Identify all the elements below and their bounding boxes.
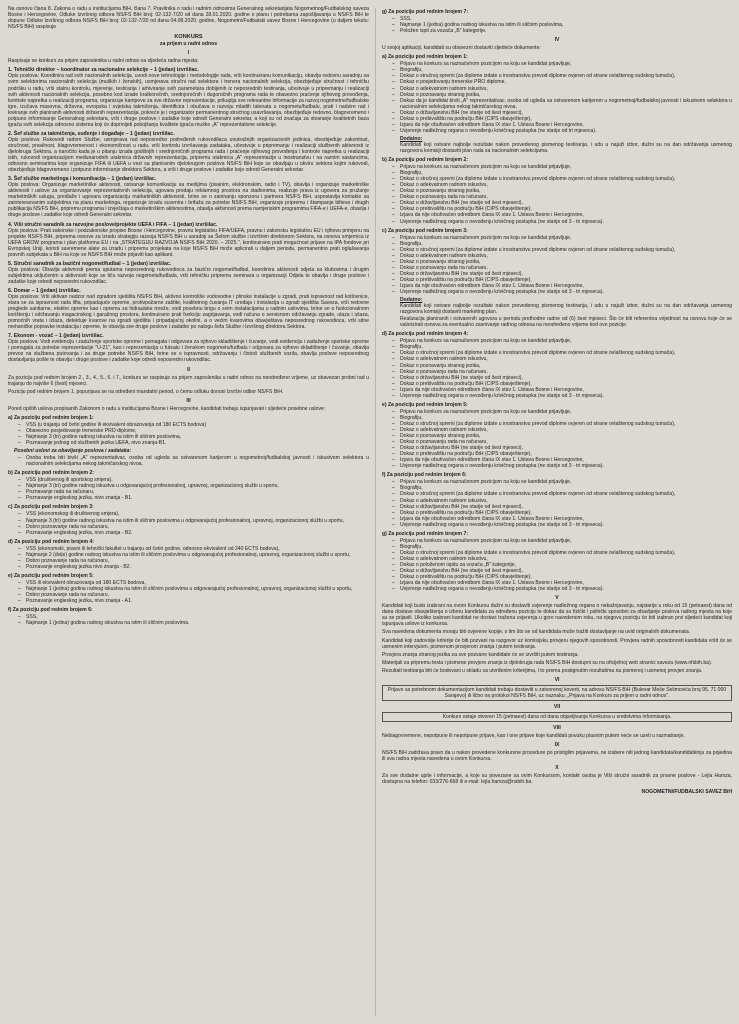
documents-heading: e) Za poziciju pod rednim brojem 5: (382, 401, 468, 408)
document-item: – Dokaz o adekvatnom radnom iskustvu, (392, 253, 732, 259)
section-numeral: VIII (553, 724, 561, 731)
document-item: – Biografiju, (392, 67, 732, 73)
document-item: – Dokaz o državljanstvu BiH (ne starije od šest mjeseci), (392, 504, 732, 510)
document-item: – Dokaz da je kandidat bivši „A" reprezentativac, osoba od ugleda sa ostvarenom karijerom u nogometnoj/fudbalskoj javnosti i iskustvom selektora u nacionalnim selekcijama nekog takmičarskog nivoa, (392, 98, 732, 110)
condition-item: – SSS, (18, 614, 369, 620)
condition-item: – Poznavanje engleskog jezika, nivo znanja - A1. (18, 598, 369, 604)
document-item: – Dokaz o poznavanju rada na računaru, (392, 265, 732, 271)
condition-item: – Najmanje 1 (jedna) godina radnog iskustva na istim ili sličnim poslovima. (18, 620, 369, 626)
documents-list-items (392, 538, 732, 592)
section-numeral: II (187, 366, 190, 373)
documents-list-items (392, 164, 732, 224)
condition-list (18, 580, 369, 604)
document-item: – Uvjerenje nadležnog organa o nevođenju krivičnog postupka (ne starije od 3 - tri mjeseca). (392, 586, 732, 592)
condition-item: – VSS (društvenog ili sportskog smjera), (18, 477, 369, 483)
position-heading: 7. Ekonom - vozač – 1 (jedan) izvršilac. (8, 333, 104, 340)
section-numeral: X (555, 765, 559, 772)
position-description: Opis poslova: Organizuje marketinške aktivnosti, ostvaruje komunikaciju sa medijima (pisanim, elektronskim, radio i TV), obavlja i organizuje marketinške aktivnosti i uslove za organizovanje reprezentativnih selekcija, ugovara prodaju reklamnog prostora na stadionima, realizuje prava iz ugovora za pružanje marketinških usluga, predlaže i ugovara organizaciju marketinških aktivnosti, brine se o zaninanju sponzora i partnera NS/FS BiH, uspostavlja kontakte sa zainteresovanim subjektima na planu marketinga, organizuje izradu suvenira i brifaža za potrebe NS/FS BiH, organizuje pripremu i štampanje bilteva i drugih publikacija NS/FS BiH, pripremu programa i izvještaja o marketinškim aktivnostima, obavlja aktivnosti prema namjenskim programima FIFA-e i UEFA-e, obavlja i druge poslove i zadatke koje odredi Generalni sekretar. (8, 182, 369, 219)
section-five (382, 603, 732, 673)
document-item: – Dokaz o prebivalištu na području BiH (CIPS obavještenje), (392, 574, 732, 580)
documents-heading: g) Za poziciju pod rednim brojem 7: (382, 530, 469, 537)
condition-item: – SSS, (392, 16, 732, 22)
condition-item: – Poznavanje jednog od službenih jezika UEFA, nivo znanja-B1. (18, 440, 369, 446)
document-item: – Dokaz o adekvatnom radnom iskustvu, (392, 182, 732, 188)
section-numeral: VII (553, 703, 561, 710)
condition-item: – VSS ili ekvivalent obrazovanja od 180 ECTS bodova, (18, 580, 369, 586)
additional-note: Kandidati koji ostvare najbolje rezultate nakon provedenog pismenog testiranja, i udu u najuži izbor, dužni su na dan održavanja usmenog razgovora komisiji dostaviti marketing plan. (400, 303, 732, 316)
condition-item: – VSS (ekonomski, pravni ili tehnički fakultet u trajanju od četiri godine, odnosno ekvivalent od 240 ECTS bodova), (18, 546, 369, 552)
left-column (8, 6, 369, 1018)
special-condition-item: – Osoba treba biti bivši „A" reprezentativac, osoba od ugleda sa ostvarenom karijerom u nogometnoj/fudbalskoj javnosti i iskustvom selektora u nacionalnim selekcijama nekog takmičarskog nivoa. (18, 455, 369, 467)
documents-list-items (392, 338, 732, 398)
document-item: – Dokaz o poznavanju stranog jezika, (392, 92, 732, 98)
document-item: – Dokaz o posjedovanju trenerske PRO diplome, (392, 79, 732, 85)
document-item: – Dokaz o poznavanju stranog jezika, (392, 188, 732, 194)
document-item: – Prijavu na konkurs sa naznačenom pozicijom na koju se kandidat prijavljuje, (392, 61, 732, 67)
condition-item: – Najmanje 2 (dvije) godine radnog iskustva na istim ili sličnim poslovima u odgovarajućoj profesionalnoj, upravnoj, organizacionoj službi u sportu, (18, 552, 369, 558)
condition-item: – Najmanje 3 (tri) godine radnog iskustva u odgovarajućoj profesionalnoj, upravnoj, organizacionoj službi u sportu, (18, 483, 369, 489)
document-item: – Uvjerenje nadležnog organa o nevođenju krivičnog postupka (ne starije od 3 - tri mjeseca). (392, 219, 732, 225)
condition-item: – Položen ispit za vozača „B" kategorije. (392, 28, 732, 34)
condition-item: – Poznavanje engleskog jezika nivo znanja - B2. (18, 564, 369, 570)
konkurs-title: KONKURS (174, 34, 203, 41)
document-item: – Dokaz o državljanstvu BiH (ne starije od šest mjeseci), (392, 200, 732, 206)
condition-heading: b) Za poziciju pod rednim brojem 2: (8, 470, 95, 477)
section-paragraph: Neblagovremene, nepotpune ili nepotpune prijave, kao i one prijave koje kandidati povuku plasnim putem neće se uzeti u razmatranje. (382, 733, 685, 740)
condition-list (392, 16, 732, 34)
section-paragraph: Za poziciju pod rednim brojem 2., 3., 4., 5., 6. i 7., konkurs se raspisuje za prijem zaposlenika u radni odnos na neodređeno vrijeme, uz obavezan probni rad u trajanju do najviše 6 (šest) mjeseci. (8, 374, 369, 387)
section-paragraph: Kandidati koji zadovolje kriterije će biti pozvani na razgovor uz komisijsku provjeru njegovih sposobnosti. Provjera radnih sposobnosti kandidata vršit će se usmenim intervjuom, pismenom provjerom znanja i putem testiranja. (382, 637, 732, 650)
condition-heading: a) Za poziciju pod rednim brojem 1: (8, 414, 94, 421)
document-item: – Uvjerenje nadležnog organa o nevođenju krivičnog postupka (ne starije od 3 - tri mjeseca). (392, 289, 732, 295)
condition-list (18, 614, 369, 626)
position-description: Opis poslova: Prati zakonske i podzakonske propise Bosne i Hercegovine, pravnu legislativu FIFA/UEFA, pravnu i zakonsku legislativu EU i njihovu primjenu na projekte NS/FS BiH, priprema osnove za izradu strategiju razvoja NS/FS BiH u saradnji sa Šefom službe i izvršnim direktorom Sektora, na osnovu smjernica iz UEFA GROW programa i plan platforma EU i na „STRATEGIJU RAZVOJA NS/FS BiH 2020. – 2025.", kontinuirano prati mogućnost prijave na IPA fondove pri Evropskoj Uniji, koristi savremene alate za izradu i pripremu projekata na koje NS/FS BiH može aplicirati u daljem periodu, permanentno prati oglašavanja pravnih subjekata u BiH na koje se NS/FS BiH može prijaviti kao aplikant. (8, 227, 369, 258)
signature: NOGOMETNI/FUDBALSKI SAVEZ BiH (641, 789, 732, 796)
condition-heading: g) Za poziciju pod rednim brojem 7: (382, 9, 469, 15)
section-numeral: IX (554, 742, 560, 749)
documents-list-items (392, 61, 732, 134)
document-item: – Uvjerenje nadležnog organa o nevođenju krivičnog postupka (ne starije od tri mjeseca). (392, 128, 732, 134)
document-item: – Dokaz o stručnoj spremi (za diplome izdate u inostranstvu prevod diplome ovjeren od strane ovlaštenog sudskog tumača), (392, 491, 732, 497)
intro-paragraph: Na osnovu člana 8. Zakona o radu u institucijama BiH, člana 7. Pravilnika o radu i radnim odnosima Generalnog sekretarijata Nogometnog/Fudbalskog saveza Bosne i Hercegovine, Odluke Izvršnog odbora NS/FS BiH broj: 02-132-7/20 od dana 28.01.2020. godine o planu i potrebama zapošljavanja u NS/FS BiH te dopune Odluke Izvršnog odbora NS/FS BiH broj: 02-132-7/20 od dana 04.08.2020. godine, Nogometni/Fudbalski savez Bosne i Hercegovine (u daljem tekstu: NS/FS BiH) raspisuje (8, 6, 369, 31)
lead-paragraph: Raspisuje se konkurs za prijem zaposlenika u radni odnos na sljedeća radna mjesta: (8, 58, 199, 65)
section-paragraph: Poziciju pod rednim brojem 1. popunjava se na određeni mandatni period, o čemu odluku donosi Izvršni odbor NS/FS BiH. (8, 388, 284, 395)
documents-heading: c) Za poziciju pod rednim brojem 3: (382, 227, 468, 234)
section-numeral: I (187, 50, 190, 57)
position-description: Opis poslova: Obavlja aktivnosti prema uputama neposrednog rukovodioca za bazični nogomet/fudbal, koordinira aktivnosti odjela sa klubovima i drugim subjektima uključenim u aktivnosti koje se tiču razvoja nogometa/fudbala, vrši tehničku pripremu seminara u organizaciji Odjela te obavlja i druge poslove i zadatke koje odredi neposredni rukovodilac. (8, 266, 369, 285)
document-item: – Dokaz o poznavanju rada na računaru, (392, 194, 732, 200)
document-item: – Dokaz o državljanstvu BiH (ne starije od šest mjeseci), (392, 375, 732, 381)
positions-list (8, 67, 369, 363)
condition-item: – Poznavanje engleskog jezika, nivo znanja - B1. (18, 495, 369, 501)
condition-list (18, 511, 369, 535)
document-item: – Izjavu da nije obuhvaćen odredbom člana IX stav 1. Ustava Bosne i Hercegovine, (392, 516, 732, 522)
condition-heading: f) Za poziciju pod rednim brojem 6: (8, 607, 93, 614)
conditions-list-right (382, 9, 732, 34)
position-description: Opis poslova: Koordinira rad svih nacionalnih selekcija, uvodi nove tehnologije i metodologije rada, vrši kontinuiranu komunikaciju, obavlja redovnu saradnju sa svim selektorima nacionalnih selekcija (muških i ženskih), usmjerava stručni rad selektora i trenera nacionalnih selekcija, obezbjeđuje stručnost i tehničku podršku u radu, vrši stalnu kontrolu, mjerenje, testiranja i arhiviranje svih parametara dobijenih iz neposrednih testiranja, učestvuje u pripremanju i realizaciji svih aktivnosti nacionalnih selekcija, posebno kod izrade kratkoročnih, srednjoročnih i dugoročnih programa rada te obavezno praćenje njihovog provođenja, kontrole napretka u realizaciji programa, organizuje kampove za sve državne reprezentacije, prikuplja sve relevantne informacije za razvoj nogometne/fudbalske igre, izučava masovna, državna, evropska i svjetska takmičenja, identificira i obučava o razvoju mladih talenata u nogometu/fudbalu, prati i nadzire rad i kreiranje svih planiranih aktivnosti državnih reprezentacija, pokreće je i organizator permanentnog stručnog usavršavanja, obezbjeđuje redovno, blagovremeno i potpuno informisanje Generalnog sekretara, vrši i druge poslove i zadatke koje odredi Generalni sekretar, a koji su od značaja za stvaranje kvalitetnih baza igrača svih selekcija odnosno sistema koji će doprinijeti pobojšanju kvalitete igrača muške „A" reprezentativne selekcije. (8, 73, 369, 128)
condition-heading: c) Za poziciju pod rednim brojem 3: (8, 504, 94, 511)
document-item: – Prijavu na konkurs sa naznačenom pozicijom na koju se kandidat prijavljuje, (392, 538, 732, 544)
section-numeral: III (186, 397, 191, 404)
section-paragraph: Kandidati koji budu izabrani na ovom Konkursu dužni su dostaviti uvjerenje nadležnog organa o nekažnjavanju, najstarije u roku od 15 (petnaest) dana od dana dostave obavještenja o izboru kandidata za određenu poziciju te dokaz da su fizički i psihički sposobni za obavljanje poslova radnog mjesta na koje su se prijavili. Ukoliko izabrani kandidat ne dostavi tražena uvjerenja u gore navedenom roku, na njegovu poziciju će biti izabran prvi sljedeći kandidat koji ispunjava uslove iz konkursa. (382, 603, 732, 628)
deadline-box: Konkurs ostaje otvoren 15 (petnaest) dana od dana objavljivanja Konkursa u sredstvima informisanja. (382, 712, 732, 722)
section-numeral: IV (554, 37, 560, 44)
condition-heading: d) Za poziciju pod rednim brojem 4: (8, 538, 95, 545)
section-numeral: VI (554, 676, 560, 683)
document-item: – Dokaz o poznavanju stranog jezika, (392, 259, 732, 265)
document-item: – Dokaz o adekvatnom radnom iskustvu, (392, 556, 732, 562)
position-heading: 2. Šef službe za takmičenja, suđenje i događaje – 1 (jedan) izvršilac. (8, 130, 175, 137)
document-item: – Izjavu da nije obuhvaćen odredbom člana IX stav 1. Ustava Bosne i Hercegovine, (392, 283, 732, 289)
document-item: – Izjavu da nije obuhvaćen odredbom člana IX stav 1. Ustava Bosne i Hercegovine, (392, 212, 732, 218)
document-item: – Dokaz o adekvatnom radnom iskustvu, (392, 427, 732, 433)
additional-note: Kandidati koji ostvare najbolje rezultate nakon provedenog pismenog testiranja, i udu u najuži izbor, dužni su na dan održavanja usmenog razgovora komisiji dostaviti plan rada sa nacionalnim selekcijama. (400, 141, 732, 154)
document-item: – Prijavu na konkurs sa naznačenom pozicijom na koju se kandidat prijavljuje, (392, 235, 732, 241)
document-item: – Dokaz o prebivalištu na području BiH (CIPS obavještenje), (392, 116, 732, 122)
condition-item: – Dobro poznavanje rada na računaru, (18, 592, 369, 598)
document-item: – Biografiju, (392, 485, 732, 491)
document-item: – Uvjerenje nadležnog organa o nevođenju krivičnog postupka (ne starije od 3 - tri mjeseca). (392, 463, 732, 469)
section-paragraph: Provjera znanja stranog jezika za sve pozvane kandidate će se izvršiti putem testiranja. (382, 651, 579, 658)
document-item: – Dokaz o stručnoj spremi (za diplome izdate u inostranstvu prevod diplome ovjeren od strane ovlaštenog sudskog tumača), (392, 73, 732, 79)
document-item: – Biografiju, (392, 170, 732, 176)
additional-heading: Dodatno: (400, 297, 423, 304)
document-item: – Dokaz o državljanstvu BiH (ne starije od šest mjeseci), (392, 271, 732, 277)
document-item: – Dokaz o državljanstvu BiH (ne starije od šest mjeseci), (392, 568, 732, 574)
condition-item: – Poznavanje rada na računaru, (18, 489, 369, 495)
condition-item: – Najmanje 3 (tri) godine radnog iskustva na istim ili sličnim poslovima, (18, 434, 369, 440)
document-item: – Biografiju, (392, 241, 732, 247)
document-item: – Prijavu na konkurs sa naznačenom pozicijom na koju se kandidat prijavljuje, (392, 409, 732, 415)
documents-list (382, 54, 732, 592)
position-heading: 3. Šef službe marketinga i komunikacija – 1 (jedan) izvršilac. (8, 176, 157, 183)
condition-list (18, 422, 369, 446)
document-item: – Dokaz o adekvatnom radnom iskustvu, (392, 356, 732, 362)
position-heading: 4. Viši stručni saradnik za razvojne poslove/projekte UEFA i FIFA – 1 (jedan) izvršilac. (8, 221, 218, 228)
condition-item: – Najmanje 3 (tri) godine radnog iskustva na istim ili sličnim poslovima u odgovarajućoj profesionalnoj, upravnoj, organizacionoj službi u sportu, (18, 518, 369, 524)
document-item: – Izjavu da nije obuhvaćen odredbom člana IX stav 1. Ustava Bosne i Hercegovine, (392, 580, 732, 586)
document-item: – Dokaz o stručnoj spremi (za diplome izdate u inostranstvu prevod diplome ovjeren od strane ovlaštenog sudskog tumača), (392, 550, 732, 556)
document-item: – Dokaz o prebivalištu na području BiH (CIPS obavještenje), (392, 277, 732, 283)
document-item: – Dokaz o položenom ispitu za vozača „B" kategorije, (392, 562, 732, 568)
document-item: – Dokaz o stručnoj spremi (za diplome izdate u inostranstvu prevod diplome ovjeren od strane ovlaštenog sudskog tumača), (392, 247, 732, 253)
document-item: – Dokaz o stručnoj spremi (za diplome izdate u inostranstvu prevod diplome ovjeren od strane ovlaštenog sudskog tumača), (392, 176, 732, 182)
document-item: – Prijavu na konkurs sa naznačenom pozicijom na koju se kandidat prijavljuje, (392, 338, 732, 344)
position-heading: 5. Stručni saradnik za bazični nogomet/fudbal – 1 (jedan) izvršilac. (8, 260, 172, 267)
condition-list (18, 477, 369, 501)
condition-item: – Najmanje 1 (jedna) godina radnog iskustva na istim ili sličnim poslovima, (392, 22, 732, 28)
column-divider (375, 8, 376, 1016)
document-item: – Izjavu da nije obuhvaćen odredbom člana IX stav 1. Ustava Bosne i Hercegovine, (392, 122, 732, 128)
special-conditions-heading: Posebni uslovi za obavljanje poslova i zadataka: (14, 448, 132, 455)
additional-heading: Dodatno: (400, 135, 423, 142)
document-item: – Dokaz o prebivalištu na području BiH (CIPS obavještenje), (392, 381, 732, 387)
position-heading: 6. Domar – 1 (jedan) izvršilac. (8, 287, 81, 294)
conditions-list-left (8, 415, 369, 626)
section-paragraph: U svojoj aplikaciji, kandidati su obavezni dostaviti sljedeće dokumente: (382, 45, 541, 52)
documents-list-items (392, 479, 732, 527)
condition-heading: e) Za poziciju pod rednim brojem 5: (8, 572, 94, 579)
document-item: – Dokaz o adekvatnom radnom iskustvu, (392, 498, 732, 504)
documents-list-items (392, 409, 732, 469)
document-item: – Dokaz o prebivalištu na području BiH (CIPS obavještenje), (392, 451, 732, 457)
documents-heading: a) Za poziciju pod rednim brojem 1: (382, 54, 468, 61)
document-item: – Prijavu na konkurs sa naznačenom pozicijom na koju se kandidat prijavljuje, (392, 164, 732, 170)
special-conditions-list (18, 455, 369, 467)
document-item: – Dokaz o stručnoj spremi (za diplome izdate u inostranstvu prevod diplome ovjeren od strane ovlaštenog sudskog tumača), (392, 350, 732, 356)
section-paragraph: Rezultati testiranja biti će bodovani u skladu sa utvrđenim kriterijima, i to prema postignutim rezultatima na pismenoj i usmenoj provjeri znanja. (382, 667, 703, 674)
document-item: – Izjavu da nije obuhvaćen odredbom člana IX stav 1. Ustava Bosne i Hercegovine, (392, 457, 732, 463)
position-description: Opis poslova: Vrši aktivan nadzor nad zgradom sjedišta NS/FS BiH, aktivno kontroliše vodovodne i plinske instalacije u zgradi, prati ispravnost rad kotlovnice, stara se za ispravnost rada lifta, pripadajuće opreme, protivpožarne zaštite, kvalitetnog čuvanja IT uređaja i instalacija u zgradi sjedišta Saveza, vrši redovne preglede sanitarne, elektro opreme kao i opremu za hidraulske mreže, vodi posebnu brigu o svim instalacijama u radnim uslovima, brine se o funkcionalnom korištenju i održavanju magacinskog i garažnog prostora, kontinuirano prati funkciju zagrijavanja, vodi računa o servisnom održavanju zgrade, ulaza i izlaza, pomoćnih vrata i izlaza, detektuje kvarove na zgradi sjedišta i pripadajućoj okolini, a o većim kvarovima obavještava neposrednog rukovodioca, vrši sitne mehaničke popravke instalacija i opreme, te obavlja sve druge poslove i zadatke po nalogu šefa Službe i Izvršnog direktora Sektora. (8, 294, 369, 331)
section-paragraph: Pored opštih uslova propisanih Zakonom o radu u institucijama Bosne i Hercegovine, kandidati trebaju ispunjavati i sljedeće posebne uslove: (8, 405, 326, 412)
konkurs-subtitle: za prijem u radni odnos (159, 41, 218, 48)
document-item: – Prijavu na konkurs sa naznačenom pozicijom na koju se kandidat prijavljuje, (392, 479, 732, 485)
document-item: – Dokaz o državljanstvu BiH (ne starije od šest mjeseci), (392, 110, 732, 116)
submission-box: Prijave sa potrebnom dokumentacijom kandidati trebaju dostaviti u zatvorenoj koverti, na adresu NS/FS BiH (Bulevar Meše Selimovića broj 95, 71 000 Sarajevo) ili lično na protokol NS/FS BiH, uz naznaku: „Prijava na Konkurs za prijem u radni odnos". (382, 685, 732, 701)
position-description: Opis poslova: Rukovodi radom Službe, usmjerava rad neposredno podređenih rukovodilaca unutrašnjih organizacionih jedinica, obezbjeđuje zakonitost, stručnost, pravilnost, blagovremenost i ekonomičnost u radu, vrši kontrolu izvršavanja zadataka, učestvuje u pripremanju i realizaciji službenih aktivnosti iz djelokruga Sektora, a naročito kada je u pitanju izrada godišnjih i srednjoročnih programa rada i praćenje njihovog provođenja i kontrole napretka u realizaciji istih, rukovodi organizacijom međunarodnih utakmica državnih reprezentacija, pripremu utakmica „A" reprezentacije u inostranstvu i na raznim sastancima, odnosno seminarima koje organizuje FIFA ili UEFA u vezi sa planiranim djelokrugom poslova NS/FS BiH koje se obavljaju u okviru sektora kojim rukovodi, obezbjeđuje blagovremeno i potpuno informisanje direktora Sektora, a vrši i druge poslove i zadatke koje odredi Generalni sekretar. (8, 136, 369, 174)
document-item: – Biografiju, (392, 415, 732, 421)
condition-item: – Najmanje 1 (jedna) godina radnog iskustva na istim ili sličnim poslovima u odgovarajućoj profesionalnoj, upravnoj, organizacionoj službi u sportu, (18, 586, 369, 592)
additional-note: Realizacija planiranih i ostvarenih ugovora u periodu prethodne radne od (6) šest mjeseci. Što će biti referentna vrijednost na osnovu koje će se valorizirati osnova za eventualno zasnivanje radnog odnosa na neodređeno vrijeme kod ove pozicije. (400, 316, 732, 329)
contact-paragraph: Za sve dodatne upite i informacije, a koje su povezane sa ovim Konkursom, kontakt osoba je Viši stručni saradnik za pravne poslove - Lejla Hamza, dostupna na telefon: 033/276-668 ili e-mail: lejla.hamza@nsbih.ba. (382, 773, 732, 786)
documents-heading: f) Za poziciju pod rednim brojem 6: (382, 472, 467, 479)
condition-item: – Poznavanje engleskog jezika, nivo znanja - B2. (18, 530, 369, 536)
document-item: – Uvjerenje nadležnog organa o nevođenju krivičnog postupka (ne starije od 3 - tri mjeseca). (392, 393, 732, 399)
document-item: – Dokaz o prebivalištu na području BiH (CIPS obavještenje), (392, 510, 732, 516)
document-item: – Dokaz o državljanstvu BiH (ne starije od šest mjeseci), (392, 445, 732, 451)
section-paragraph: Materijali za pripremu testa i pismene provjere znanja iz djelokruga rada NS/FS BiH dostupni su na oficijelnoj web stranici saveza (www.nfsbih.ba). (382, 659, 713, 666)
position-heading: 1. Tehnički direktor – koordinator za nacionalne selekcije – 1 (jedan) izvršilac. (8, 67, 199, 74)
document-item: – Dokaz o poznavanju rada na računaru, (392, 439, 732, 445)
section-paragraph: NS/FS BiH zadržava pravo da u nakon provedene konkursne procedure po pristiglim prijavama, ne izabere niti jednog kandidata/kandidatkinju za pojedina ili sva radna mjesta navedena u ovom Konkursu. (382, 750, 732, 763)
condition-list (18, 546, 369, 570)
section-paragraph: Sva navedena dokumenta moraju biti ovjerene kopije, s tim što se od kandidata može tražiti dostavljanje na uvid originalnih dokumenata. (382, 629, 691, 636)
document-item: – Izjavu da nije obuhvaćen odredbom člana IX stav 1. Ustava Bosne i Hercegovine, (392, 387, 732, 393)
position-description: Opis poslova: Vodi evidenciju i zaduženje sportske opreme i pomagala i odgovara za njihovo skladištenje i čuvanje, vodi evidenciju i zaduženje sportske opreme i pomagala za potrebe reprezentacije "U-21", kao i reprezentacija u futsalu i ženskom nogometu/fudbalu i odgovara za njihovo skladištenje i čuvanje, obavlja prevoz na službena putovanja i za druge potrebe NS/FS BiH, brine se o ispravnosti, održavanju i čistoći službenih vozila, obavlja poslove neposrednog dostavljanja pošte te obavlja i druge poslove i zadatke koje odredi neposredni rukovodilac. (8, 339, 369, 364)
condition-item: – Obavezno posjedovanje trenerske PRO diplome, (18, 428, 369, 434)
document-item: – Uvjerenje nadležnog organa o nevođenju krivičnog postupka (ne starije od 3 - tri mjeseca). (392, 522, 732, 528)
document-item: – Dokaz o stručnoj spremi (za diplome izdate u inostranstvu prevod diplome ovjeren od strane ovlaštenog sudskog tumača), (392, 421, 732, 427)
condition-item: – VSS (ekonomskog ili društvenog smjera), (18, 511, 369, 517)
condition-item: – Dobro poznavanje rada na računaru, (18, 558, 369, 564)
condition-item: – Dobro poznavanje rada na računaru, (18, 524, 369, 530)
document-item: – Dokaz o poznavanju stranog jezika, (392, 433, 732, 439)
documents-heading: d) Za poziciju pod rednim brojem 4: (382, 331, 469, 338)
document-item: – Dokaz o poznavanju rada na računaru, (392, 369, 732, 375)
condition-item: – VSS (u trajanju od četiri godine ili ekvivalent obrazovanja od 180 ECTS bodova) (18, 422, 369, 428)
documents-heading: b) Za poziciju pod rednim brojem 2: (382, 157, 469, 164)
document-item: – Dokaz o adekvatnom radnom iskustvu, (392, 86, 732, 92)
document-item: – Dokaz o poznavanju stranog jezika, (392, 363, 732, 369)
document-item: – Biografiju, (392, 344, 732, 350)
document-item: – Dokaz o prebivalištu na području BiH (CIPS obavještenje), (392, 206, 732, 212)
documents-list-items (392, 235, 732, 295)
right-column (382, 6, 732, 1018)
document-item: – Biografiju, (392, 544, 732, 550)
section-numeral: V (555, 595, 559, 602)
